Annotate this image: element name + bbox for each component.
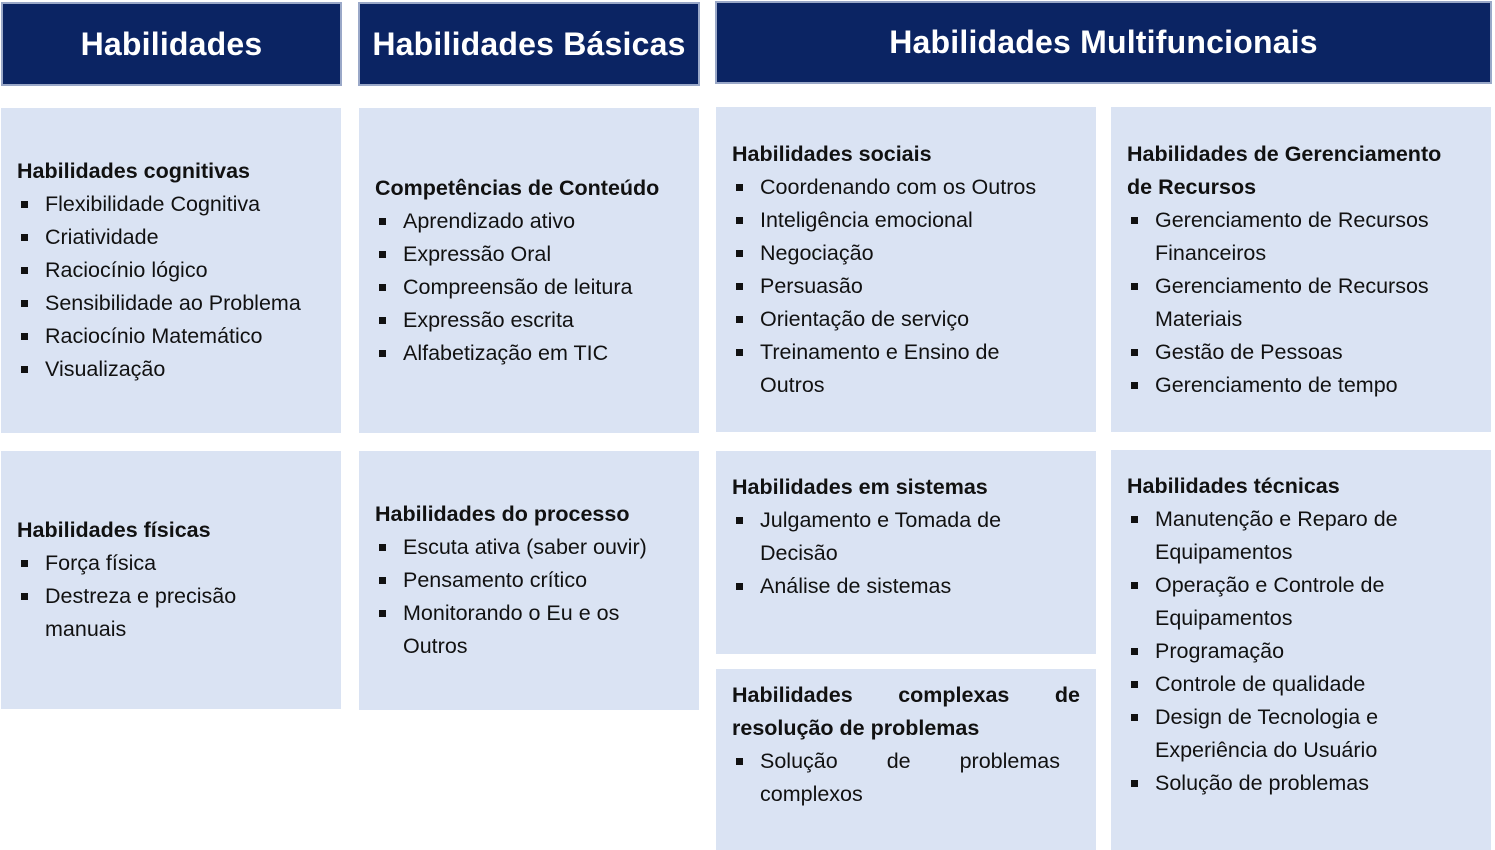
list-item: Programação xyxy=(1127,635,1431,668)
skill-list xyxy=(732,745,1080,811)
list-item: Expressão Oral xyxy=(375,238,683,271)
box-process-skills xyxy=(359,451,699,710)
list-item: Pensamento crítico xyxy=(375,564,683,597)
box-social-skills xyxy=(716,107,1096,432)
box-content-competencies xyxy=(359,108,699,433)
box-title: Competências de Conteúdo xyxy=(375,175,660,200)
skill-list xyxy=(732,171,1080,402)
box-resource-management-skills xyxy=(1111,107,1491,432)
list-item: Gerenciamento de tempo xyxy=(1127,369,1461,402)
list-item: Gestão de Pessoas xyxy=(1127,336,1461,369)
box-technical-skills xyxy=(1111,450,1491,850)
skill-list xyxy=(375,531,683,663)
skill-list xyxy=(732,504,1026,603)
box-title: Habilidades cognitivas xyxy=(17,159,250,183)
box-title: Habilidades do processo xyxy=(375,502,630,526)
list-item: Sensibilidade ao Problema xyxy=(17,287,325,320)
skill-list xyxy=(17,188,325,386)
list-item: Manutenção e Reparo de Equipamentos xyxy=(1127,503,1431,569)
header-habilidades-multifuncionais: Habilidades Multifuncionais xyxy=(715,1,1492,84)
list-item: Negociação xyxy=(732,237,1080,270)
list-item: Compreensão de leitura xyxy=(375,271,683,304)
box-systems-skills xyxy=(716,451,1096,654)
list-item: Aprendizado ativo xyxy=(375,205,683,238)
skill-list xyxy=(375,205,683,370)
box-title: Habilidades de Gerenciamento de Recursos xyxy=(1127,142,1442,199)
list-item: Escuta ativa (saber ouvir) xyxy=(375,531,683,564)
list-item: Operação e Controle de Equipamentos xyxy=(1127,569,1431,635)
list-item: Expressão escrita xyxy=(375,304,683,337)
header-habilidades-basicas: Habilidades Básicas xyxy=(358,2,700,86)
list-item: Monitorando o Eu e os Outros xyxy=(375,597,683,663)
list-item: Visualização xyxy=(17,353,325,386)
list-item: Destreza e precisão manuais xyxy=(17,580,301,646)
list-item: Raciocínio Matemático xyxy=(17,320,325,353)
list-item: Coordenando com os Outros xyxy=(732,171,1080,204)
box-title: Habilidades em sistemas xyxy=(732,475,988,499)
box-title: Habilidades sociais xyxy=(732,142,932,166)
skill-list xyxy=(1127,204,1461,402)
list-item: Raciocínio lógico xyxy=(17,254,325,287)
skill-list xyxy=(1127,503,1431,800)
list-item: Alfabetização em TIC xyxy=(375,337,683,370)
list-item: Solução de problemas complexos xyxy=(732,745,1080,811)
list-item: Julgamento e Tomada de Decisão xyxy=(732,504,1026,570)
list-item: Treinamento e Ensino de Outros xyxy=(732,336,1080,402)
box-physical-skills xyxy=(1,451,341,709)
list-item: Solução de problemas xyxy=(1127,767,1431,800)
list-item: Inteligência emocional xyxy=(732,204,1080,237)
box-title: Habilidades complexas de resolução de problemas xyxy=(732,683,1080,740)
list-item: Força física xyxy=(17,547,301,580)
box-title: Habilidades técnicas xyxy=(1127,474,1340,498)
list-item: Flexibilidade Cognitiva xyxy=(17,188,325,221)
list-item: Gerenciamento de Recursos Financeiros xyxy=(1127,204,1461,270)
box-complex-problem-solving-skills xyxy=(716,669,1096,850)
list-item: Gerenciamento de Recursos Materiais xyxy=(1127,270,1461,336)
list-item: Design de Tecnologia e Experiência do Usuário xyxy=(1127,701,1431,767)
list-item: Análise de sistemas xyxy=(732,570,1026,603)
list-item: Controle de qualidade xyxy=(1127,668,1431,701)
list-item: Persuasão xyxy=(732,270,1080,303)
box-cognitive-skills xyxy=(1,108,341,433)
skill-list xyxy=(17,547,301,646)
list-item: Criatividade xyxy=(17,221,325,254)
list-item: Orientação de serviço xyxy=(732,303,1080,336)
header-habilidades: Habilidades xyxy=(1,2,342,86)
box-title: Habilidades físicas xyxy=(17,518,211,542)
